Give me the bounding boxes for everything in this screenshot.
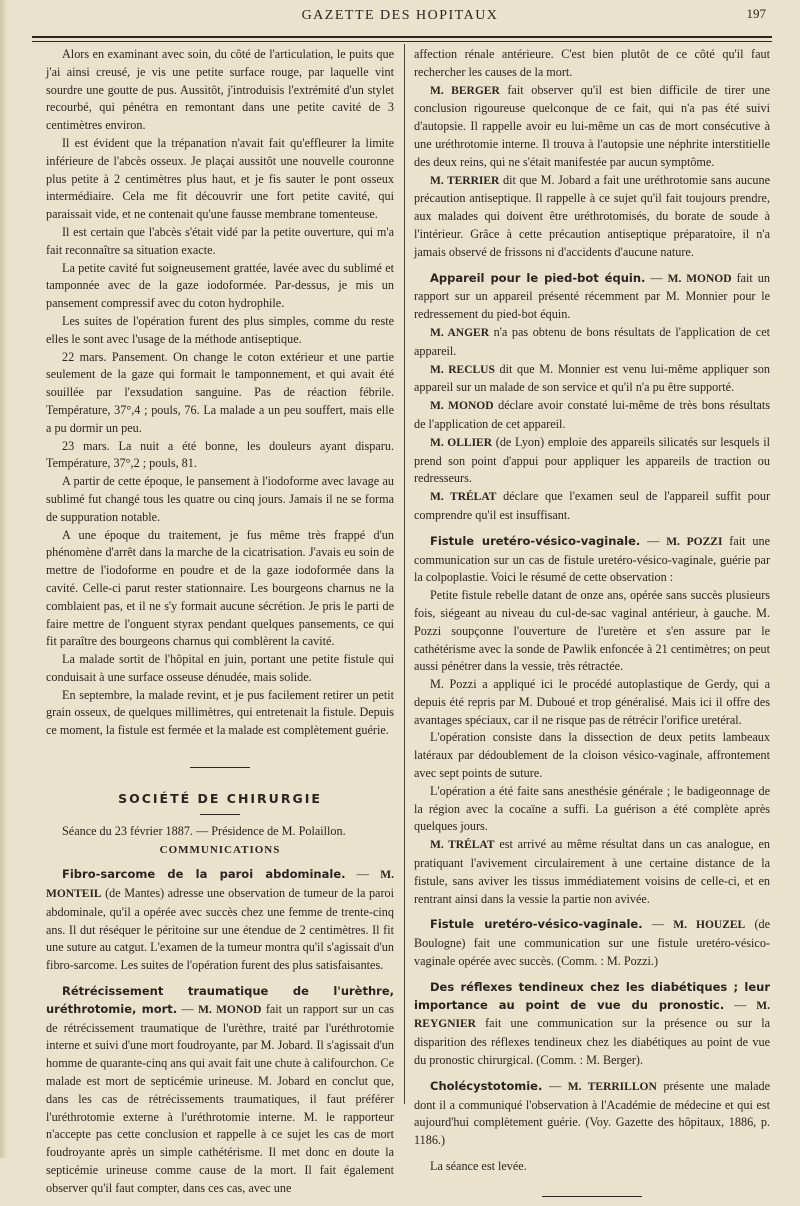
paragraph [414,324,770,361]
paragraph: affection rénale antérieure. C'est bien plutôt de ce côté qu'il faut rechercher les causes de la mort. [414,47,770,79]
article-title: Cholécystotomie. [430,1078,543,1093]
paragraph: Alors en examinant avec soin, du côté de l'articulation, le puits que j'ai ainsi creusé, je vis une petite surface rouge, par laquelle vint sourdre une goutte de pus. Aussitôt, j'introduisis l'extrémité d'un stylet recourbé, qui pénétra en remontant dans une petite cavité de 3 centimètres environ. [46,47,394,133]
paragraph: A une époque du traitement, je fus même très frappé d'un phénomène d'arrêt dans la marche de la cicatrisation. J'avais eu soin de mettre de l'iodoforme en poudre et de la gaze iodoformée dans la cavité. Celle-ci parut rester stationnaire. Les bourgeons charnus ne la comblaient pas, et il ne s'y formait aucune sécrétion. Je pris le parti de faire mettre de l'onguent styrax pendant quelques pansements, ce qui fit paraître des bourgeons charnus qui comblèrent la cavité. [46,527,394,649]
article-author: M. MONOD [667,272,732,285]
spacer [414,971,770,979]
paragraph: L'opération consiste dans la dissection de deux petits lambeaux latéraux par dédoublement de la cloison vésico-vaginale, affrontement avec sept points de suture. [414,730,770,781]
paragraph-body: déclare que l'examen seul de l'appareil suffit pour comprendre qu'il est insuffisant. [414,489,771,522]
paragraph-body: dit que M. Monnier est venu lui-même appliquer son appareil sur un malade de son service et qu'il n'a pu être supporté. [414,361,770,395]
article-body: (de Mantes) adresse une observation de tumeur de la paroi abdominale, qu'il a opérée avec succès chez une femme de trente-cinq ans. Il dut réséquer le péritoine sur une étendue de 2 centimètres. Il fit une suture au catgut. L'examen de la tumeur montra qu'il s'agissait d'un fibro-sarcome. Les suites de l'opération furent des plus satisfaisantes. [46,886,395,973]
left-column [46,46,394,1198]
paragraph [414,82,770,172]
speaker-name: M. OLLIER [430,436,493,449]
paragraph: M. Pozzi a appliqué ici le procédé autoplastique de Gerdy, qui a depuis été repris par M. Duboué et trop généralisé. Mais ici il offre des avantages spéciaux, car il ne risque pas de rétrécir l'orifice uretéral. [414,677,770,727]
article-body: (de Boulogne) fait une communication sur une fistule uretéro-vésico-vaginale opérée avec succès. (Comm. : M. Pozzi.) [414,917,770,969]
paragraph-body: (de Lyon) emploie des appareils silicatés sur lesquels il prend son point d'appui pour appliquer les appareils de traction ou redresseurs. [414,434,770,486]
paragraph: La malade sortit de l'hôpital en juin, portant une petite fistule qui conduisait à une surface osseuse dénudée, mais solide. [46,652,394,684]
page-binding-edge [0,0,8,1158]
column-divider [404,44,405,1104]
article: Appareil pour le pied-bot équin. — M. MONOD fait un rapport sur un appareil présenté récemment par M. Monnier pour le redressement du pied-bot équin. [414,270,770,322]
article-body: fait une communication sur la présence ou sur la disparition des réflexes tendineux chez les diabétiques au point de vue du pronostic chirurgical. (Comm. : M. Berger). [414,1016,770,1068]
article-body: fait un rapport sur un cas de rétrécissement traumatique de l'urèthre, traité par l'uréthrotomie interne et suivi d'une mort foudroyante, par M. Jobard. Il s'agissait d'un homme de quarante-cinq ans qui avait fait une chute à califourchon. Ce malade est mort de septicémie urineuse. M. Jobard en conclut que, dans les cas de rétrécissements traumatiques, il faut préférer l'uréthrotomie externe à l'uréthrotomie interne. M. le rapporteur n'accepte pas cette conclusion et rappelle à ce sujet les cas de mort foudroyante après un simple cathétérisme. Il met donc en doute la septicémie urineuse comme cause de la mort. Il fait également observer qu'il faut compter, dans ces cas, avec une [46,1001,394,1195]
spacer [414,1150,770,1158]
spacer [414,1070,770,1078]
spacer [46,975,394,983]
article: Cholécystotomie. — M. TERRILLON présente une malade dont il a communiqué l'observation à l'Académie de médecine et qui est aujourd'hui complètement guérie. (Voy. Gazette des hôpitaux, 1886, p. 1186.) [414,1078,771,1148]
article-title: Des réflexes tendineux chez les diabétiques ; leur importance au point de vue du pronostic. [414,979,770,1012]
paragraph [414,397,770,434]
article: Fistule uretéro-vésico-vaginale. — M. HOUZEL (de Boulogne) fait une communication sur une fistule uretéro-vésico-vaginale opérée avec succès. (Comm. : M. Pozzi.) [414,917,770,969]
paragraph: 22 mars. Pansement. On change le coton extérieur et une partie seulement de la gaze qui formait le tamponnement, et qui avait été souillée par l'exsudation sanguine. Pas de réaction fébrile. Température, 37°,4 ; pouls, 76. La malade a un peu souffert, mais elle a pu dormir un peu. [46,349,394,435]
article-body: présente une malade dont il a communiqué l'observation à l'Académie de médecine et qui est aujourd'hui complètement guérie. (Voy. Gazette des hôpitaux, 1886, p. 1186.) [414,1078,771,1148]
society-title: SOCIÉTÉ DE CHIRURGIE [118,790,322,806]
paragraph [414,836,770,908]
paragraph: Il est évident que la trépanation n'avait fait qu'effleurer la limite inférieure de l'abcès osseux. Je plaçai aussitôt une nouvelle couronne plus petite à 2 centimètres plus haut, et je fis sauter le pont osseux intermédiaire. Cela me fit découvrir une fort petite cavité, qui paraissait vide, et ne contenait qu'une fausse membrane tomenteuse. [46,135,394,222]
speaker-name: M. ANGER [430,326,490,339]
closing-line: La séance est levée. [430,1159,527,1174]
article-author: M. HOUZEL [673,919,746,932]
paragraph [414,434,770,488]
article-author: M. MONTEIL [46,869,395,901]
paragraph: En septembre, la malade revint, et je pus facilement retirer un petit grain osseux, de quelques millimètres, qui entretenait la fistule. Depuis ce moment, la fistule est fermée et la malade est complètement guérie. [46,687,394,738]
article-author: M. POZZI [666,535,723,548]
article-author: M. TERRILLON [567,1080,657,1093]
speaker-name: M. MONOD [430,400,494,413]
article: Rétrécissement traumatique de l'urèthre, uréthrotomie, mort. — M. MONOD fait un rapport sur un cas de rétrécissement traumatique de l'urèthre, traité par l'uréthrotomie interne et suivi d'une mort foudroyante, par M. Jobard. Il s'agissait d'un homme de quarante-cinq ans qui avait fait une chute à califourchon. Ce malade est mort de septicémie urineuse. M. Jobard en conclut que, dans les cas de rétrécissements traumatiques, il faut préférer l'uréthrotomie externe à l'uréthrotomie interne. M. le rapporteur n'accepte pas cette conclusion et rappelle à ce sujet les cas de mort foudroyante après un simple cathétérisme. Il met donc en doute la septicémie urineuse comme cause de la mort. Il fait également observer qu'il faut compter, dans ces cas, avec une [46,984,394,1195]
paragraph: Les suites de l'opération furent des plus simples, comme du reste elles le sont avec l'usage de la méthode antiseptique. [46,313,394,346]
speaker-name: M. BERGER [430,84,500,97]
paragraph: Il est certain que l'abcès s'était vidé par la petite ouverture, qui m'a fait reconnaître sa situation exacte. [46,224,394,257]
paragraph: L'opération a été faite sans anesthésie générale ; le badigeonnage de la région avec la cocaïne a suffi. La guérison a été complète après quelques jours. [414,783,770,834]
article: Fistule uretéro-vésico-vaginale. — M. POZZI fait une communication sur un cas de fistule uretéro-vésico-vaginale, guérie par la colpoplastie. Voici le résumé de cette observation : [414,533,771,585]
article-title: Rétrécissement traumatique de l'urèthre, uréthrotomie, mort. [46,984,394,1016]
article-body: fait une communication sur un cas de fistule uretéro-vésico-vaginale, guérie par la colpoplastie. Voici le résumé de cette observation : [414,533,771,585]
article: Fibro-sarcome de la paroi abdominale. — M. MONTEIL (de Mantes) adresse une observation de tumeur de la paroi abdominale, qu'il a opérée avec succès chez une femme de trente-cinq ans. Il dut réséquer le péritoine sur une étendue de 2 centimètres. Il fit une suture au catgut. L'examen de la tumeur montra qu'il s'agissait d'un fibro-sarcome. Les suites de l'opération furent des plus satisfaisantes. [46,867,395,973]
ornament-line [190,767,250,768]
article-body: fait un rapport sur un appareil présenté récemment par M. Monnier pour le redressement du pied-bot équin. [414,270,770,322]
article-author: M. MONOD [198,1003,262,1016]
paragraph-body: déclare avoir constaté lui-même de très bons résultats de l'application de cet appareil. [414,398,770,431]
header-rule-thick [32,36,772,38]
paragraph-body: fait observer qu'il est bien difficile de tirer une conclusion rigoureuse quelconque de ce fait, qui n'a pas été suivi d'autopsie. Il rappelle avoir eu lui-même un cas de mort consécutive à une uréthrotomie interne. Il trouva à l'autopsie une néphrite interstitielle des deux reins, qui ne s'était manifestée par aucun symptôme. [414,82,770,169]
paragraph [414,488,770,525]
article-title: Fistule uretéro-vésico-vaginale. [430,533,641,548]
end-ornament [414,1188,770,1206]
article-title: Fistule uretéro-vésico-vaginale. [430,917,643,932]
paragraph: 23 mars. La nuit a été bonne, les douleurs ayant disparu. Température, 37°,2 ; pouls, 81. [46,438,394,471]
article-title: Appareil pour le pied-bot équin. [430,270,646,285]
ornament-line [542,1196,642,1197]
journal-title: GAZETTE DES HOPITAUX [301,8,499,23]
article-author: M. REYGNIER [414,999,771,1031]
paragraph-body: est arrivé au même résultat dans un cas analogue, en pratiquant l'avivement circulairement à une certaine distance de la fistule, sans aviver les tissus immédiatement voisins de celle-ci, et en rentrant ainsi dans la vessie la partie non avivée. [414,837,770,906]
speaker-name: M. TERRIER [430,174,500,187]
section-ornament [46,758,394,776]
spacer [414,908,770,916]
paragraph [414,361,770,398]
page-number: 197 [746,6,766,21]
paragraph: Petite fistule rebelle datant de onze ans, opérée sans succès plusieurs fois, siégeant au niveau du cul-de-sac vaginal antérieur, à gauche. M. Pozzi soupçonne l'ouverture de l'uretère et s'en assure par le cathétérisme avec la sonde de Pawlik enfoncée à 21 centimètres; on peut aussi pénétrer dans la vessie, très rétractée. [414,588,770,674]
article-title: Fibro-sarcome de la paroi abdominale. [62,867,346,882]
paragraph-body: dit que M. Jobard a fait une uréthrotomie sans aucune précaution antiseptique. Il rappelle à ce sujet qu'il fait toujours prendre, aux malades qui doivent être uréthrotomisés, du borate de soude à l'intérieur. Grâce à cette précaution antiseptique préparatoire, il n'a jamais observé de frissons ni d'accidents d'aucune nature. [414,172,770,259]
title-underline [200,814,240,815]
paragraph: A partir de cette époque, le pansement à l'iodoforme avec lavage au sublimé fut changé tous les quatre ou cinq jours. Jamais il ne se forma de suppuration notable. [46,474,394,524]
communications-heading: COMMUNICATIONS [159,844,281,857]
speaker-name: M. TRÉLAT [430,491,497,504]
spacer [414,525,770,533]
spacer [414,262,770,270]
header-rule-thin [32,41,772,42]
right-column [414,46,770,1206]
speaker-name: M. RECLUS [430,363,495,376]
session-line: Séance du 23 février 1887. — Présidence de M. Polaillon. [62,823,346,838]
paragraph-body: n'a pas obtenu de bons résultats de l'application de cet appareil. [414,324,770,358]
paragraph: La petite cavité fut soigneusement grattée, lavée avec du sublimé et tamponnée avec de la gaze iodoformée. Par-dessus, je mis un pansement compressif avec du coton hydrophile. [46,260,394,311]
page-header [30,6,770,32]
article: Des réflexes tendineux chez les diabétiques ; leur importance au point de vue du pronostic. — M. REYGNIER fait une communication sur la présence ou sur la disparition des réflexes tendineux chez les diabétiques au point de vue du pronostic chirurgical. (Comm. : M. Berger). [414,979,771,1068]
paragraph [414,172,770,262]
speaker-name: M. TRÉLAT [430,839,495,852]
